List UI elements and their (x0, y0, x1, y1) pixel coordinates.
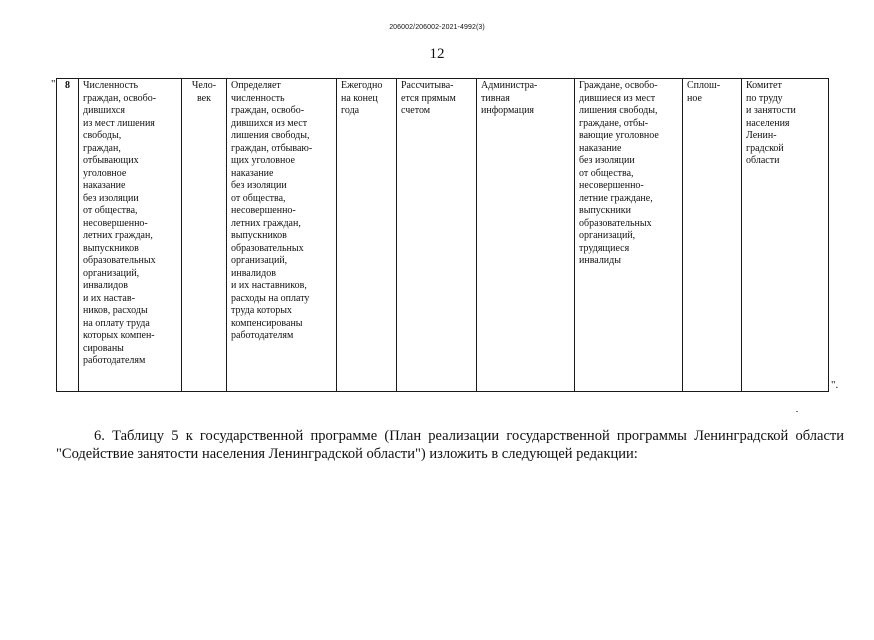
periodicity-cell: Ежегодно на конец года (337, 79, 397, 392)
observation-type-cell: Сплош- ное (683, 79, 742, 392)
closing-quote: ". (831, 379, 839, 391)
indicator-name-cell: Численность граждан, освобо- дившихся из мест лишения свободы, граждан, отбывающих уголовное наказание без изоляции от общества, несовершенно- летних граждан, выпускников образовательных организаций, инвалидов и их настав- ников, расходы на оплату труда которых компен- сированы работодателям (79, 79, 182, 392)
indicator-table (56, 78, 829, 392)
page-number: 12 (429, 46, 445, 62)
population-cell: Граждане, освобо- дившиеся из мест лишения свободы, граждане, отбы- вающие уголовное наказание без изоляции от общества, несовершенно- летние граждане, выпускники образовательных организаций, трудящиеся инвалиды (575, 79, 683, 392)
amendment-paragraph: 6. Таблицу 5 к государственной программе (План реализации государственной программы Ленинградской области "Содействие занятости населения Ленинградской области") изложить в следующей редакции: (56, 428, 844, 462)
document-id: 206002/206002-2021-4992(3) (389, 24, 485, 31)
table-row (57, 79, 829, 392)
row-number-cell: 8 (57, 79, 79, 392)
calculation-method-cell: Рассчитыва- ется прямым счетом (397, 79, 477, 392)
data-source-cell: Администра- тивная информация (477, 79, 575, 392)
opening-quote: " (51, 78, 56, 90)
scan-speck (796, 411, 798, 412)
responsible-body-cell: Комитет по труду и занятости населения Ленин- градской области (742, 79, 829, 392)
definition-cell: Определяет численность граждан, освобо- дившихся из мест лишения свободы, граждан, отбываю- щих уголовное наказание без изоляции от общества, несовершенно- летних граждан, выпускников образовательных организаций, инвалидов и их наставников, расходы на оплату труда которых компенсированы работодателям (227, 79, 337, 392)
unit-cell: Чело- век (182, 79, 227, 392)
